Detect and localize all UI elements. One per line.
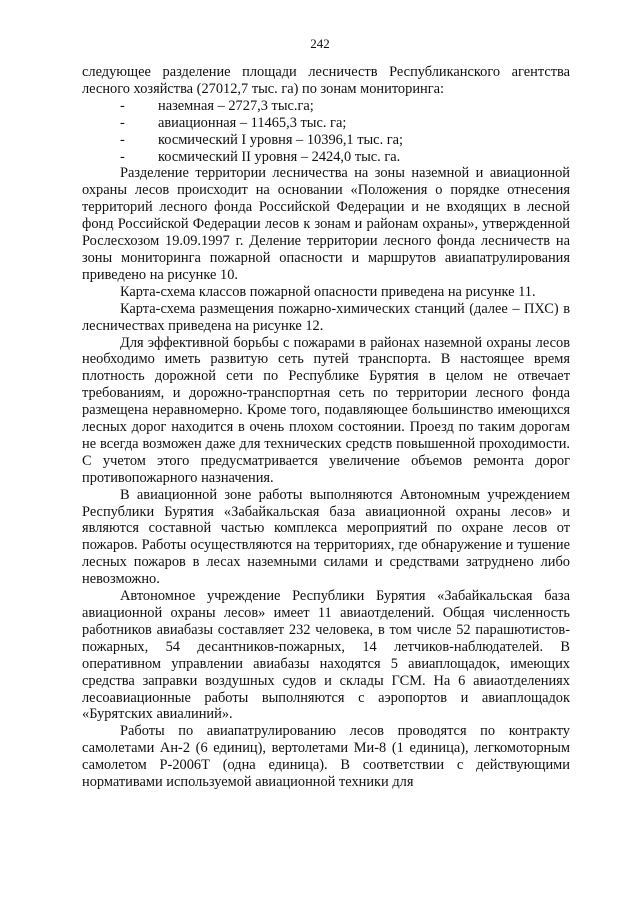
list-item: - наземная – 2727,3 тыс.га; [82, 98, 570, 115]
page-number: 242 [310, 36, 330, 51]
paragraph: Карта-схема классов пожарной опасности приведена на рисунке 11. [120, 283, 536, 300]
paragraph: Карта-схема размещения пожарно-химических станций (далее – ПХС) в лесничествах приведена на рисунке 12. [82, 300, 570, 334]
paragraph: Работы по авиапатрулированию лесов проводятся по контракту самолетами Ан-2 (6 единиц), вертолетами Ми-8 (1 единица), легкомоторным самолетом Р-2006Т (одна единица). В соответствии с действующими нормативами используемой авиационной техники для [82, 723, 570, 791]
list-item: - космический II уровня – 2424,0 тыс. га. [82, 149, 570, 166]
list-item: - авиационная – 11465,3 тыс. га; [82, 115, 570, 132]
paragraph: Разделение территории лесничества на зоны наземной и авиационной охраны лесов происходит на основании «Положения о порядке отнесения территорий лесного фонда Российской Федерации и не входящих в лесной фонд Российской Федерации лесов к зонам и районам охраны», утвержденной Рослесхозом 19.09.1997 г. Деление территории лесного фонда лесничеств на зоны мониторинга пожарной опасности и маршрутов авиапатрулирования приведено на рисунке 10. [82, 165, 570, 283]
list-item: - космический I уровня – 10396,1 тыс. га; [82, 132, 570, 149]
paragraph: Автономное учреждение Республики Бурятия «Забайкальская база авиационной охраны лесов» имеет 11 авиаотделений. Общая численность работников авиабазы составляет 232 человека, в том числе 52 парашютистов-пожарных, 54 десантников-пожарных, 14 летчиков-наблюдателей. В оперативном управлении авиабазы находятся 5 авиаплощадок, имеющих средства заправки воздушных судов и склады ГСМ. На 6 авиаотделениях лесоавиационные работы выполняются с аэропортов и авиаплощадок «Бурятских авиалиний». [82, 588, 570, 723]
paragraph: В авиационной зоне работы выполняются Автономным учреждением Республики Бурятия «Забайкальская база авиационной охраны лесов» и являются составной частью комплекса мероприятий по охране лесов от пожаров. Работы осуществляются на территориях, где обнаружение и тушение лесных пожаров в лесах наземными силами и средствами затруднено либо невозможно. [82, 486, 570, 588]
paragraph-intro: следующее разделение площади лесничеств Республиканского агентства лесного хозяйства (27012,7 тыс. га) по зонам мониторинга: [82, 64, 570, 97]
document-body [82, 64, 570, 791]
paragraph: Для эффективной борьбы с пожарами в районах наземной охраны лесов необходимо иметь развитую сеть путей транспорта. В настоящее время плотность дорожной сети по Республике Бурятия в целом не отвечает требованиям, и дорожно-транспортная сеть по территории лесного фонда размещена неравномерно. Кроме того, подавляющее большинство имеющихся лесных дорог находится в очень плохом состоянии. Проезд по таким дорогам не всегда возможен даже для технических средств повышенной проходимости. С учетом этого предусматривается увеличение объемов ремонта дорог противопожарного назначения. [82, 334, 570, 486]
monitoring-zones-list [82, 98, 570, 166]
